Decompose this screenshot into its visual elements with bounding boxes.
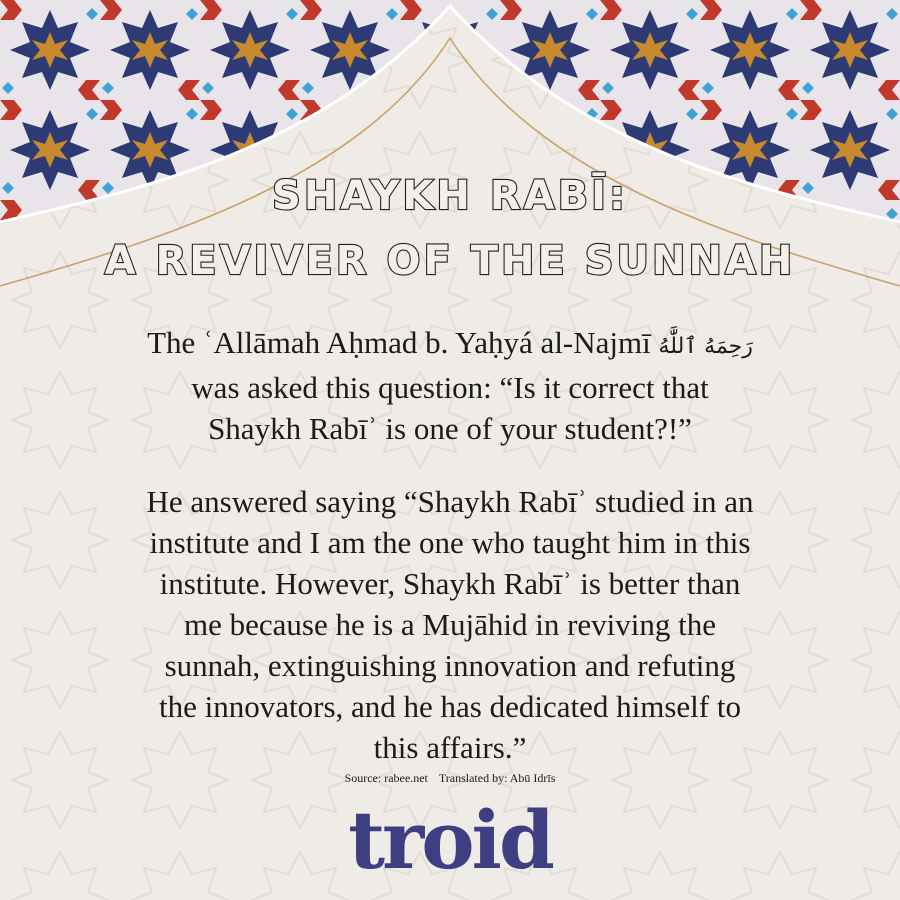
answer-line: the innovators, and he has dedicated himself to [159, 689, 741, 724]
source-credit: Source: rabee.net [344, 771, 428, 785]
answer-line: institute. However, Shaykh Rabīʾ is better than [159, 566, 741, 601]
question-line-2: was asked this question: “Is it correct that [191, 370, 709, 405]
question-line-1 [0, 322, 900, 367]
answer-line: me because he is a Mujāhid in reviving the [183, 607, 716, 642]
translator-credit: Translated by: Abū Idrīs [438, 771, 556, 785]
answer-paragraph [0, 481, 900, 768]
credits [0, 771, 900, 786]
troid-logo: troid [348, 793, 552, 887]
answer-line: this affairs.” [373, 730, 527, 765]
answer-line: institute and I am the one who taught him in this [149, 525, 751, 560]
question-paragraph [0, 322, 900, 449]
arabic-honorific: رَحِمَهُ ٱللَّٰهُ [658, 334, 753, 359]
answer-line: He answered saying “Shaykh Rabīʾ studied in an [146, 484, 754, 519]
answer-line: sunnah, extinguishing innovation and refuting [164, 648, 736, 683]
question-line-1-text: The ʿAllāmah Aḥmad b. Yaḥyá al-Najmī [147, 325, 659, 360]
question-line-3: Shaykh Rabīʾ is one of your student?!” [208, 411, 692, 446]
page-title-line-2: A REVIVER OF THE SUNNAH [104, 238, 796, 284]
page-title-line-1: SHAYKH RABĪ: [272, 173, 628, 219]
